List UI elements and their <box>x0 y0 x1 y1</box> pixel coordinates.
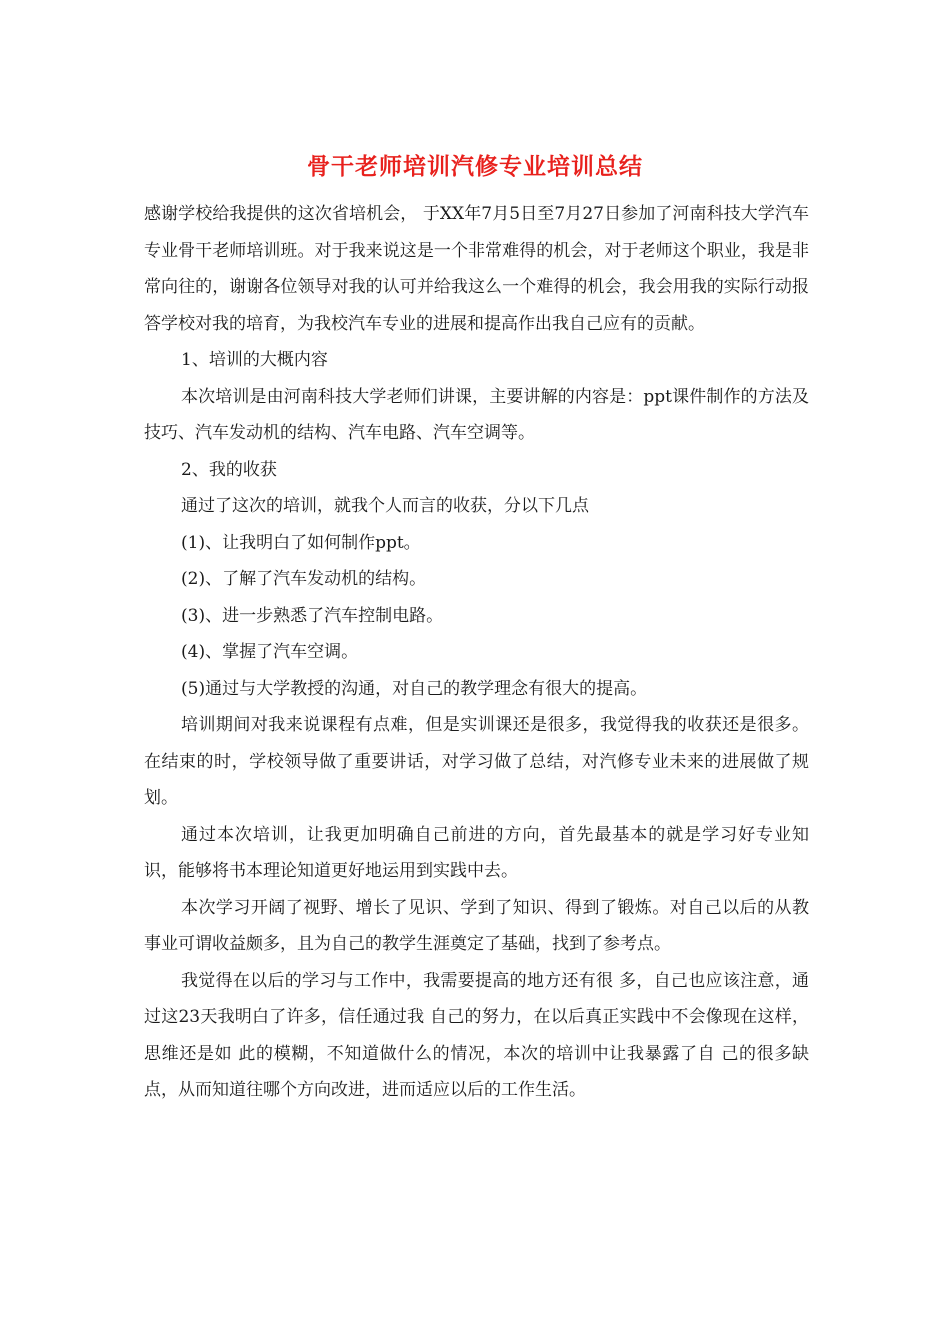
paragraph-horizons: 本次学习开阔了视野、增长了见识、学到了知识、得到了锻炼。对自己以后的从教事业可谓收益颇多，且为自己的教学生涯奠定了基础，找到了参考点。 <box>144 897 809 954</box>
paragraph-direction: 通过本次培训，让我更加明确自己前进的方向，首先最基本的就是学习好专业知识，能够将书本理论知道更好地运用到实践中去。 <box>144 824 809 881</box>
paragraph-course-difficulty: 培训期间对我来说课程有点难，但是实训课还是很多，我觉得我的收获还是很多。在结束的时，学校领导做了重要讲话，对学习做了总结，对汽修专业未来的进展做了规划。 <box>144 715 809 808</box>
paragraph-gains-intro: 通过了这次的培训，就我个人而言的收获，分以下几点 <box>181 496 589 516</box>
list-item-gain-5: (5)通过与大学教授的沟通，对自己的教学理念有很大的提高。 <box>181 678 648 699</box>
list-item-gain-4: (4)、掌握了汽车空调。 <box>181 642 359 662</box>
list-item-gain-1: (1)、让我明白了如何制作ppt。 <box>181 532 421 553</box>
section-heading-training-content: 1、培训的大概内容 <box>181 350 328 370</box>
document-title: 骨干老师培训汽修专业培训总结 <box>307 153 643 180</box>
section-heading-gains: 2、我的收获 <box>181 459 277 480</box>
list-item-gain-2: (2)、了解了汽车发动机的结构。 <box>181 569 427 589</box>
paragraph-training-content: 本次培训是由河南科技大学老师们讲课，主要讲解的内容是：ppt课件制作的方法及技巧、汽车发动机的结构、汽车电路、汽车空调等。 <box>144 386 809 443</box>
paragraph-intro: 感谢学校给我提供的这次省培机会， 于XX年7月5日至7月27日参加了河南科技大学汽车专业骨干老师培训班。对于我来说这是一个非常难得的机会，对于老师这个职业，我是非常向往的，谢谢各位领导对我的认可并给我这么一个难得的机会，我会用我的实际行动报答学校对我的培育，为我校汽车专业的进展和提高作出我自己应有的贡献。 <box>144 204 809 334</box>
paragraph-conclusion: 我觉得在以后的学习与工作中，我需要提高的地方还有很 多，自己也应该注意，通过这23天我明白了许多，信任通过我 自己的努力，在以后真正实践中不会像现在这样，思维还是如 此的模糊，不知道做什么的情况，本次的培训中让我暴露了自 己的很多缺点，从而知道往哪个方向改进，进而适应以后的工作生活。 <box>144 970 809 1100</box>
list-item-gain-3: (3)、进一步熟悉了汽车控制电路。 <box>181 605 444 626</box>
document-body <box>144 196 809 1109</box>
